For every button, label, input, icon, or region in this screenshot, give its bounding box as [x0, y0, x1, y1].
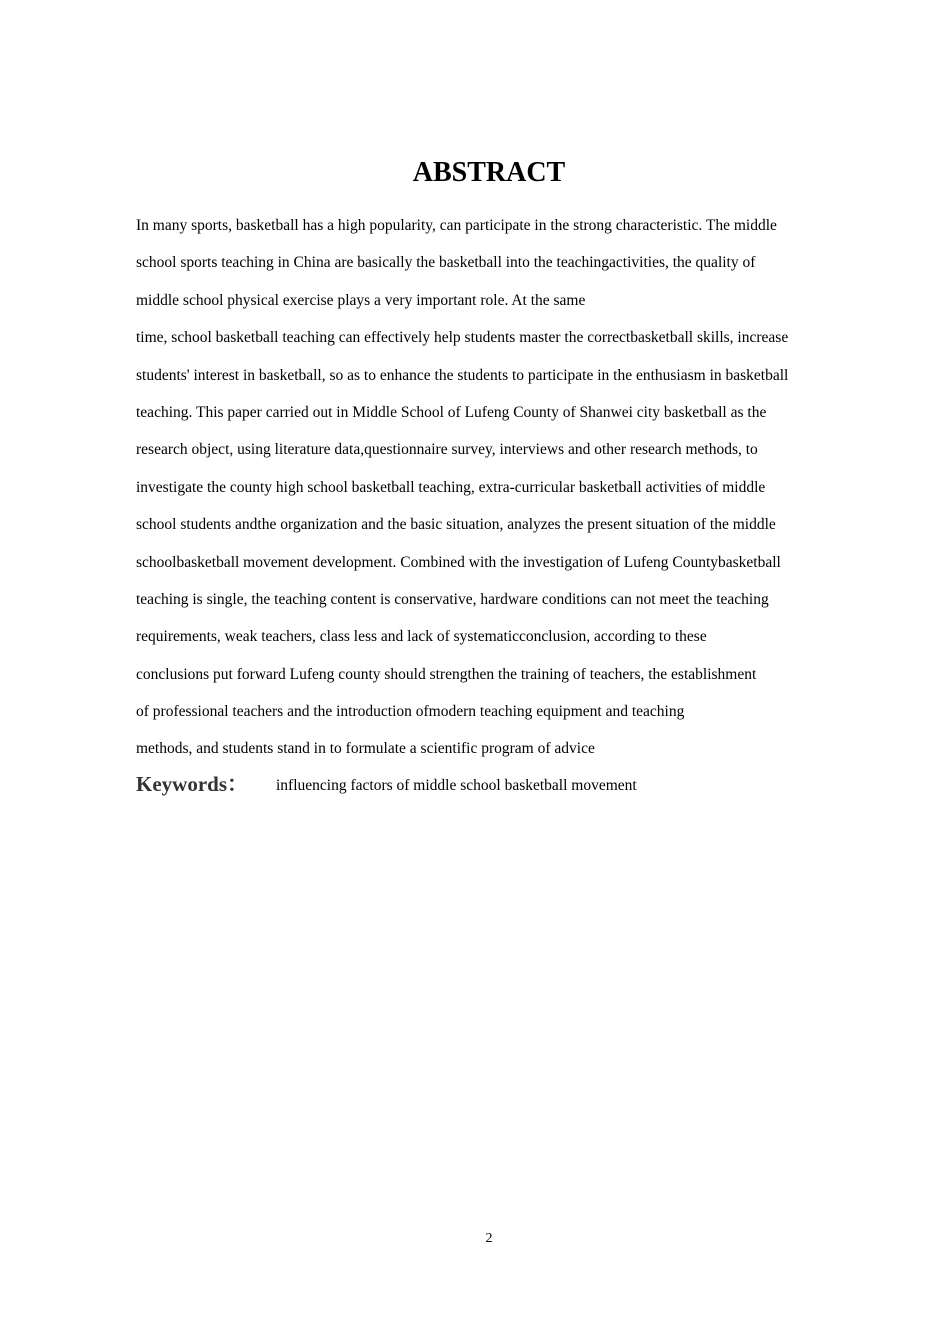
abstract-line: conclusions put forward Lufeng county should strengthen the training of teachers, the establishment [136, 665, 757, 683]
abstract-line: students' interest in basketball, so as to enhance the students to participate in the enthusiasm in basketball [136, 366, 789, 384]
abstract-title: ABSTRACT [412, 157, 566, 188]
abstract-line: of professional teachers and the introduction ofmodern teaching equipment and teaching [136, 703, 685, 721]
abstract-line: requirements, weak teachers, class less and lack of systematicconclusion, according to these [136, 628, 707, 646]
abstract-line: school sports teaching in China are basically the basketball into the teachingactivities, the quality of [136, 254, 756, 272]
keywords-label: Keywords： [136, 772, 248, 796]
abstract-line: schoolbasketball movement development. Combined with the investigation of Lufeng Countybasketball [136, 553, 781, 571]
keywords-row [136, 768, 856, 798]
abstract-line: methods, and students stand in to formulate a scientific program of advice [136, 740, 595, 758]
abstract-line: middle school physical exercise plays a very important role. At the same [136, 291, 586, 309]
abstract-line: teaching. This paper carried out in Middle School of Lufeng County of Shanwei city basketball as the [136, 403, 767, 421]
abstract-line: investigate the county high school basketball teaching, extra-curricular basketball activities of middle [136, 478, 766, 496]
abstract-line: time, school basketball teaching can effectively help students master the correctbasketball skills, increase [136, 329, 789, 347]
abstract-line: In many sports, basketball has a high popularity, can participate in the strong characteristic. The middle [136, 217, 777, 234]
abstract-line: research object, using literature data,questionnaire survey, interviews and other research methods, to [136, 441, 758, 459]
page-number: 2 [485, 1231, 493, 1246]
abstract-line: teaching is single, the teaching content is conservative, hardware conditions can not meet the teaching [136, 590, 769, 608]
abstract-body [136, 211, 856, 772]
keywords-value: influencing factors of middle school basketball movement [276, 777, 637, 794]
abstract-line: school students andthe organization and the basic situation, analyzes the present situation of the middle [136, 516, 776, 534]
